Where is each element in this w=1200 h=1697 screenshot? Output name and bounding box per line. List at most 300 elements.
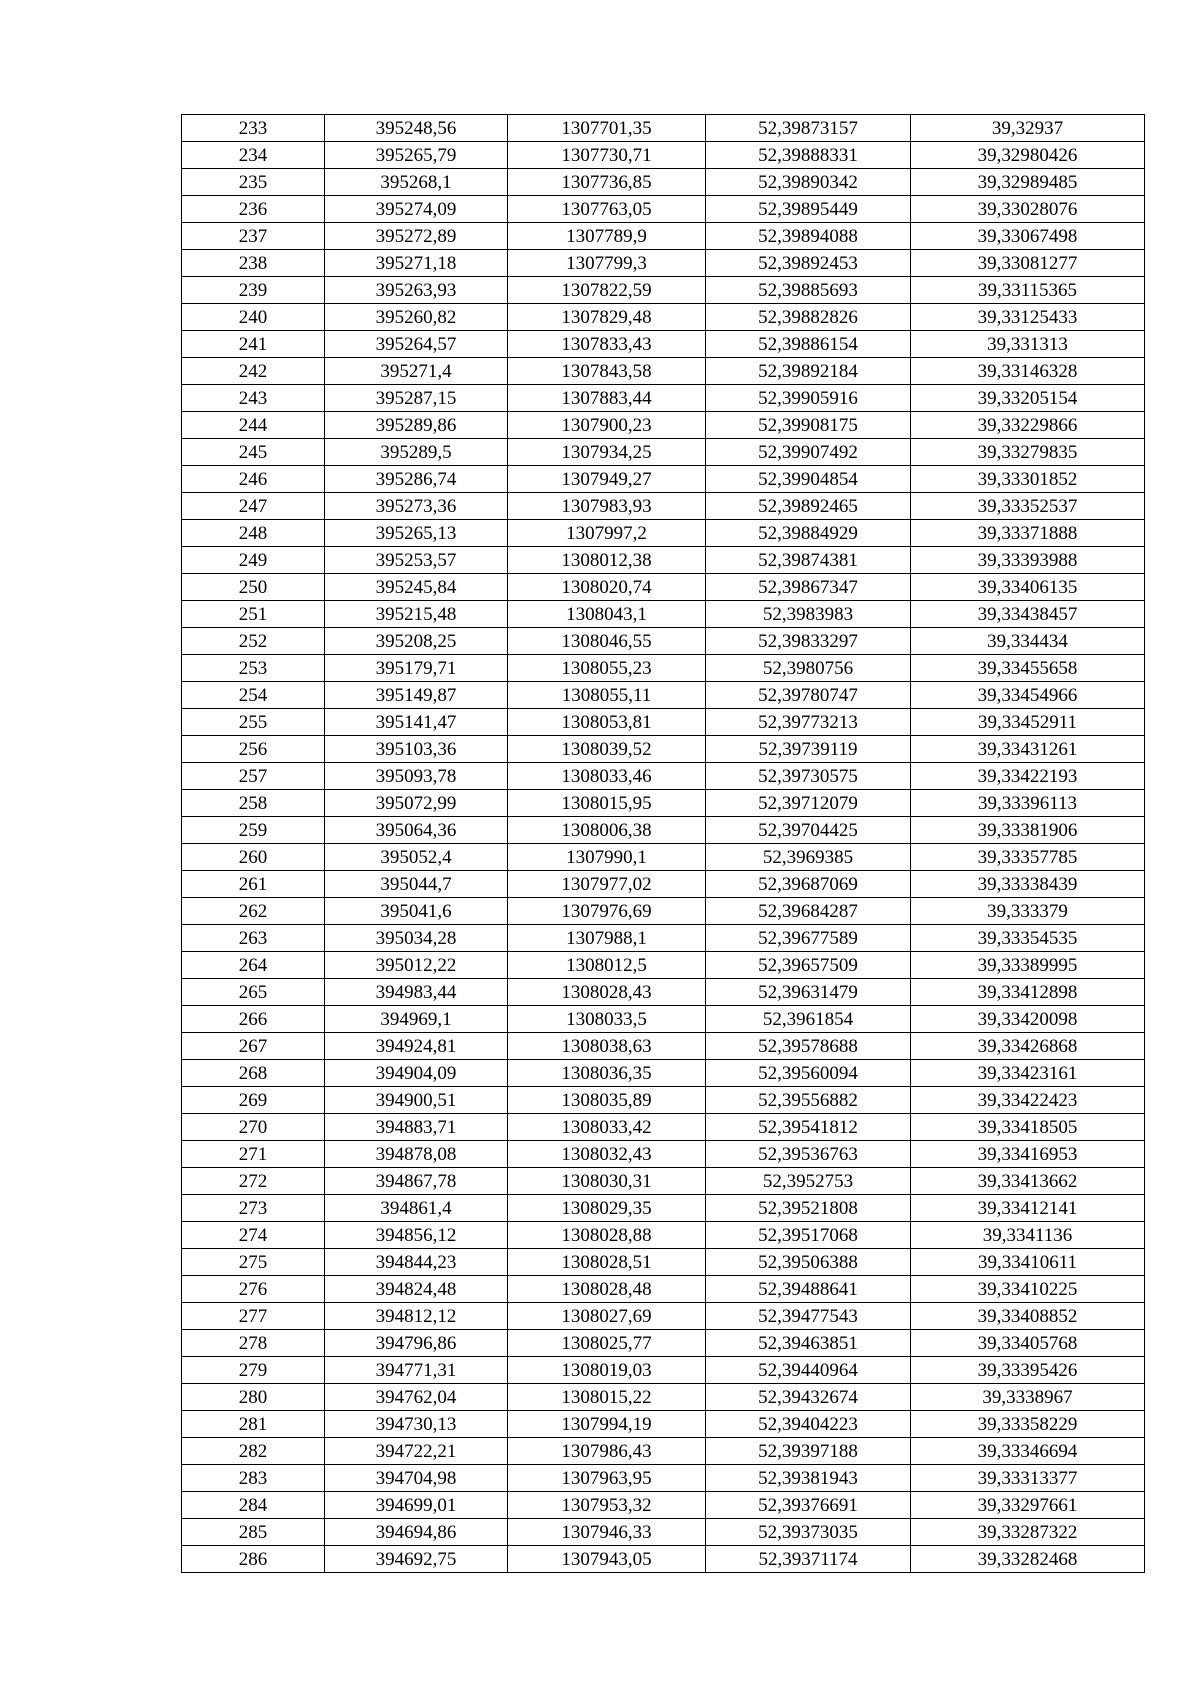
y-coordinate-cell: 1308035,89 [508, 1087, 706, 1114]
y-coordinate-cell: 1307990,1 [508, 844, 706, 871]
latitude-cell: 52,39874381 [706, 547, 911, 574]
point-number-cell: 251 [182, 601, 325, 628]
longitude-cell: 39,32989485 [911, 169, 1145, 196]
longitude-cell: 39,32980426 [911, 142, 1145, 169]
latitude-cell: 52,39477543 [706, 1303, 911, 1330]
latitude-cell: 52,39886154 [706, 331, 911, 358]
longitude-cell: 39,33146328 [911, 358, 1145, 385]
x-coordinate-cell: 394722,21 [325, 1438, 508, 1465]
point-number-cell: 281 [182, 1411, 325, 1438]
table-row [182, 304, 1145, 331]
table-row [182, 655, 1145, 682]
point-number-cell: 257 [182, 763, 325, 790]
table-row [182, 1492, 1145, 1519]
longitude-cell: 39,33081277 [911, 250, 1145, 277]
table-row [182, 682, 1145, 709]
y-coordinate-cell: 1308019,03 [508, 1357, 706, 1384]
longitude-cell: 39,33438457 [911, 601, 1145, 628]
point-number-cell: 256 [182, 736, 325, 763]
point-number-cell: 276 [182, 1276, 325, 1303]
latitude-cell: 52,39556882 [706, 1087, 911, 1114]
point-number-cell: 233 [182, 115, 325, 142]
x-coordinate-cell: 395141,47 [325, 709, 508, 736]
table-row [182, 736, 1145, 763]
x-coordinate-cell: 395272,89 [325, 223, 508, 250]
latitude-cell: 52,39432674 [706, 1384, 911, 1411]
table-row [182, 925, 1145, 952]
x-coordinate-cell: 395287,15 [325, 385, 508, 412]
table-row [182, 601, 1145, 628]
x-coordinate-cell: 395093,78 [325, 763, 508, 790]
latitude-cell: 52,39892184 [706, 358, 911, 385]
table-row [182, 817, 1145, 844]
x-coordinate-cell: 395052,4 [325, 844, 508, 871]
y-coordinate-cell: 1307883,44 [508, 385, 706, 412]
longitude-cell: 39,33431261 [911, 736, 1145, 763]
latitude-cell: 52,39578688 [706, 1033, 911, 1060]
longitude-cell: 39,33354535 [911, 925, 1145, 952]
y-coordinate-cell: 1307833,43 [508, 331, 706, 358]
x-coordinate-cell: 395208,25 [325, 628, 508, 655]
table-row [182, 1141, 1145, 1168]
latitude-cell: 52,39894088 [706, 223, 911, 250]
longitude-cell: 39,33357785 [911, 844, 1145, 871]
longitude-cell: 39,33301852 [911, 466, 1145, 493]
table-row [182, 709, 1145, 736]
table-row [182, 1384, 1145, 1411]
point-number-cell: 234 [182, 142, 325, 169]
y-coordinate-cell: 1308029,35 [508, 1195, 706, 1222]
x-coordinate-cell: 395268,1 [325, 169, 508, 196]
y-coordinate-cell: 1308036,35 [508, 1060, 706, 1087]
y-coordinate-cell: 1307946,33 [508, 1519, 706, 1546]
point-number-cell: 284 [182, 1492, 325, 1519]
y-coordinate-cell: 1307730,71 [508, 142, 706, 169]
x-coordinate-cell: 395245,84 [325, 574, 508, 601]
y-coordinate-cell: 1307997,2 [508, 520, 706, 547]
longitude-cell: 39,33297661 [911, 1492, 1145, 1519]
x-coordinate-cell: 394983,44 [325, 979, 508, 1006]
table-row [182, 277, 1145, 304]
table-row [182, 169, 1145, 196]
latitude-cell: 52,39404223 [706, 1411, 911, 1438]
longitude-cell: 39,33406135 [911, 574, 1145, 601]
y-coordinate-cell: 1307988,1 [508, 925, 706, 952]
table-row [182, 142, 1145, 169]
table-row [182, 520, 1145, 547]
latitude-cell: 52,39517068 [706, 1222, 911, 1249]
longitude-cell: 39,33393988 [911, 547, 1145, 574]
x-coordinate-cell: 394969,1 [325, 1006, 508, 1033]
point-number-cell: 270 [182, 1114, 325, 1141]
y-coordinate-cell: 1307949,27 [508, 466, 706, 493]
y-coordinate-cell: 1308028,88 [508, 1222, 706, 1249]
point-number-cell: 241 [182, 331, 325, 358]
y-coordinate-cell: 1308043,1 [508, 601, 706, 628]
x-coordinate-cell: 395263,93 [325, 277, 508, 304]
x-coordinate-cell: 394900,51 [325, 1087, 508, 1114]
longitude-cell: 39,33067498 [911, 223, 1145, 250]
table-row [182, 871, 1145, 898]
table-row [182, 1006, 1145, 1033]
coordinates-table [181, 114, 1145, 1573]
latitude-cell: 52,39884929 [706, 520, 911, 547]
point-number-cell: 279 [182, 1357, 325, 1384]
latitude-cell: 52,3952753 [706, 1168, 911, 1195]
latitude-cell: 52,39904854 [706, 466, 911, 493]
longitude-cell: 39,3341136 [911, 1222, 1145, 1249]
latitude-cell: 52,39536763 [706, 1141, 911, 1168]
point-number-cell: 262 [182, 898, 325, 925]
point-number-cell: 253 [182, 655, 325, 682]
y-coordinate-cell: 1308053,81 [508, 709, 706, 736]
y-coordinate-cell: 1308033,46 [508, 763, 706, 790]
x-coordinate-cell: 395044,7 [325, 871, 508, 898]
point-number-cell: 247 [182, 493, 325, 520]
point-number-cell: 259 [182, 817, 325, 844]
table-row [182, 898, 1145, 925]
point-number-cell: 278 [182, 1330, 325, 1357]
x-coordinate-cell: 395286,74 [325, 466, 508, 493]
latitude-cell: 52,39381943 [706, 1465, 911, 1492]
latitude-cell: 52,39440964 [706, 1357, 911, 1384]
longitude-cell: 39,3338967 [911, 1384, 1145, 1411]
x-coordinate-cell: 395103,36 [325, 736, 508, 763]
point-number-cell: 249 [182, 547, 325, 574]
latitude-cell: 52,39873157 [706, 115, 911, 142]
longitude-cell: 39,33396113 [911, 790, 1145, 817]
point-number-cell: 264 [182, 952, 325, 979]
point-number-cell: 244 [182, 412, 325, 439]
table-row [182, 1411, 1145, 1438]
x-coordinate-cell: 394694,86 [325, 1519, 508, 1546]
table-row [182, 547, 1145, 574]
table-row [182, 223, 1145, 250]
point-number-cell: 248 [182, 520, 325, 547]
y-coordinate-cell: 1307829,48 [508, 304, 706, 331]
y-coordinate-cell: 1308030,31 [508, 1168, 706, 1195]
longitude-cell: 39,331313 [911, 331, 1145, 358]
point-number-cell: 263 [182, 925, 325, 952]
x-coordinate-cell: 394692,75 [325, 1546, 508, 1573]
x-coordinate-cell: 394867,78 [325, 1168, 508, 1195]
point-number-cell: 275 [182, 1249, 325, 1276]
x-coordinate-cell: 395012,22 [325, 952, 508, 979]
longitude-cell: 39,33452911 [911, 709, 1145, 736]
table-row [182, 979, 1145, 1006]
longitude-cell: 39,33405768 [911, 1330, 1145, 1357]
latitude-cell: 52,39905916 [706, 385, 911, 412]
y-coordinate-cell: 1308006,38 [508, 817, 706, 844]
point-number-cell: 258 [182, 790, 325, 817]
latitude-cell: 52,3969385 [706, 844, 911, 871]
latitude-cell: 52,39687069 [706, 871, 911, 898]
point-number-cell: 238 [182, 250, 325, 277]
point-number-cell: 239 [182, 277, 325, 304]
x-coordinate-cell: 395271,18 [325, 250, 508, 277]
table-row [182, 493, 1145, 520]
latitude-cell: 52,39908175 [706, 412, 911, 439]
y-coordinate-cell: 1308039,52 [508, 736, 706, 763]
y-coordinate-cell: 1307934,25 [508, 439, 706, 466]
longitude-cell: 39,33313377 [911, 1465, 1145, 1492]
latitude-cell: 52,39541812 [706, 1114, 911, 1141]
x-coordinate-cell: 395248,56 [325, 115, 508, 142]
latitude-cell: 52,39773213 [706, 709, 911, 736]
point-number-cell: 285 [182, 1519, 325, 1546]
latitude-cell: 52,39907492 [706, 439, 911, 466]
x-coordinate-cell: 395271,4 [325, 358, 508, 385]
longitude-cell: 39,33416953 [911, 1141, 1145, 1168]
y-coordinate-cell: 1308027,69 [508, 1303, 706, 1330]
latitude-cell: 52,39890342 [706, 169, 911, 196]
longitude-cell: 39,33418505 [911, 1114, 1145, 1141]
longitude-cell: 39,33408852 [911, 1303, 1145, 1330]
table-row [182, 439, 1145, 466]
longitude-cell: 39,33420098 [911, 1006, 1145, 1033]
x-coordinate-cell: 394762,04 [325, 1384, 508, 1411]
longitude-cell: 39,33422423 [911, 1087, 1145, 1114]
x-coordinate-cell: 395265,79 [325, 142, 508, 169]
table-row [182, 331, 1145, 358]
latitude-cell: 52,39885693 [706, 277, 911, 304]
point-number-cell: 269 [182, 1087, 325, 1114]
point-number-cell: 250 [182, 574, 325, 601]
y-coordinate-cell: 1307822,59 [508, 277, 706, 304]
table-row [182, 466, 1145, 493]
longitude-cell: 39,33125433 [911, 304, 1145, 331]
latitude-cell: 52,39521808 [706, 1195, 911, 1222]
latitude-cell: 52,39892465 [706, 493, 911, 520]
point-number-cell: 235 [182, 169, 325, 196]
table-row [182, 412, 1145, 439]
y-coordinate-cell: 1307799,3 [508, 250, 706, 277]
x-coordinate-cell: 395289,5 [325, 439, 508, 466]
table-row [182, 1276, 1145, 1303]
x-coordinate-cell: 394904,09 [325, 1060, 508, 1087]
y-coordinate-cell: 1308028,51 [508, 1249, 706, 1276]
longitude-cell: 39,33422193 [911, 763, 1145, 790]
longitude-cell: 39,33352537 [911, 493, 1145, 520]
y-coordinate-cell: 1308033,42 [508, 1114, 706, 1141]
x-coordinate-cell: 395273,36 [325, 493, 508, 520]
longitude-cell: 39,33423161 [911, 1060, 1145, 1087]
table-row [182, 1222, 1145, 1249]
y-coordinate-cell: 1308012,5 [508, 952, 706, 979]
point-number-cell: 283 [182, 1465, 325, 1492]
y-coordinate-cell: 1308025,77 [508, 1330, 706, 1357]
latitude-cell: 52,39506388 [706, 1249, 911, 1276]
y-coordinate-cell: 1307963,95 [508, 1465, 706, 1492]
table-row [182, 763, 1145, 790]
y-coordinate-cell: 1308028,48 [508, 1276, 706, 1303]
y-coordinate-cell: 1307983,93 [508, 493, 706, 520]
longitude-cell: 39,33410225 [911, 1276, 1145, 1303]
point-number-cell: 272 [182, 1168, 325, 1195]
latitude-cell: 52,39730575 [706, 763, 911, 790]
latitude-cell: 52,39712079 [706, 790, 911, 817]
table-row [182, 1033, 1145, 1060]
longitude-cell: 39,33338439 [911, 871, 1145, 898]
coordinates-table-body [182, 115, 1145, 1573]
x-coordinate-cell: 394924,81 [325, 1033, 508, 1060]
longitude-cell: 39,33028076 [911, 196, 1145, 223]
longitude-cell: 39,33287322 [911, 1519, 1145, 1546]
longitude-cell: 39,33282468 [911, 1546, 1145, 1573]
y-coordinate-cell: 1307943,05 [508, 1546, 706, 1573]
longitude-cell: 39,33412141 [911, 1195, 1145, 1222]
y-coordinate-cell: 1308032,43 [508, 1141, 706, 1168]
x-coordinate-cell: 394861,4 [325, 1195, 508, 1222]
latitude-cell: 52,39888331 [706, 142, 911, 169]
point-number-cell: 268 [182, 1060, 325, 1087]
table-row [182, 1168, 1145, 1195]
y-coordinate-cell: 1307843,58 [508, 358, 706, 385]
y-coordinate-cell: 1308028,43 [508, 979, 706, 1006]
latitude-cell: 52,39373035 [706, 1519, 911, 1546]
y-coordinate-cell: 1308015,95 [508, 790, 706, 817]
table-row [182, 1249, 1145, 1276]
y-coordinate-cell: 1307789,9 [508, 223, 706, 250]
x-coordinate-cell: 394704,98 [325, 1465, 508, 1492]
longitude-cell: 39,33115365 [911, 277, 1145, 304]
point-number-cell: 240 [182, 304, 325, 331]
point-number-cell: 273 [182, 1195, 325, 1222]
point-number-cell: 242 [182, 358, 325, 385]
table-row [182, 952, 1145, 979]
x-coordinate-cell: 394730,13 [325, 1411, 508, 1438]
latitude-cell: 52,39684287 [706, 898, 911, 925]
latitude-cell: 52,3983983 [706, 601, 911, 628]
point-number-cell: 277 [182, 1303, 325, 1330]
x-coordinate-cell: 395265,13 [325, 520, 508, 547]
point-number-cell: 286 [182, 1546, 325, 1573]
x-coordinate-cell: 395064,36 [325, 817, 508, 844]
x-coordinate-cell: 394824,48 [325, 1276, 508, 1303]
table-row [182, 628, 1145, 655]
latitude-cell: 52,39371174 [706, 1546, 911, 1573]
y-coordinate-cell: 1307900,23 [508, 412, 706, 439]
table-row [182, 1060, 1145, 1087]
y-coordinate-cell: 1308055,11 [508, 682, 706, 709]
table-row [182, 1330, 1145, 1357]
latitude-cell: 52,39397188 [706, 1438, 911, 1465]
x-coordinate-cell: 395289,86 [325, 412, 508, 439]
latitude-cell: 52,39780747 [706, 682, 911, 709]
latitude-cell: 52,39882826 [706, 304, 911, 331]
latitude-cell: 52,39867347 [706, 574, 911, 601]
table-row [182, 115, 1145, 142]
table-row [182, 1438, 1145, 1465]
y-coordinate-cell: 1308033,5 [508, 1006, 706, 1033]
latitude-cell: 52,3961854 [706, 1006, 911, 1033]
table-row [182, 196, 1145, 223]
longitude-cell: 39,33426868 [911, 1033, 1145, 1060]
table-row [182, 574, 1145, 601]
table-row [182, 1195, 1145, 1222]
longitude-cell: 39,33410611 [911, 1249, 1145, 1276]
longitude-cell: 39,333379 [911, 898, 1145, 925]
latitude-cell: 52,3980756 [706, 655, 911, 682]
point-number-cell: 265 [182, 979, 325, 1006]
point-number-cell: 245 [182, 439, 325, 466]
x-coordinate-cell: 395274,09 [325, 196, 508, 223]
table-row [182, 790, 1145, 817]
x-coordinate-cell: 395072,99 [325, 790, 508, 817]
point-number-cell: 260 [182, 844, 325, 871]
x-coordinate-cell: 395253,57 [325, 547, 508, 574]
table-row [182, 1087, 1145, 1114]
y-coordinate-cell: 1308038,63 [508, 1033, 706, 1060]
x-coordinate-cell: 395149,87 [325, 682, 508, 709]
longitude-cell: 39,33205154 [911, 385, 1145, 412]
table-row [182, 1546, 1145, 1573]
latitude-cell: 52,39657509 [706, 952, 911, 979]
longitude-cell: 39,33454966 [911, 682, 1145, 709]
latitude-cell: 52,39895449 [706, 196, 911, 223]
table-row [182, 844, 1145, 871]
point-number-cell: 236 [182, 196, 325, 223]
point-number-cell: 266 [182, 1006, 325, 1033]
longitude-cell: 39,33412898 [911, 979, 1145, 1006]
longitude-cell: 39,33279835 [911, 439, 1145, 466]
y-coordinate-cell: 1308012,38 [508, 547, 706, 574]
x-coordinate-cell: 395034,28 [325, 925, 508, 952]
y-coordinate-cell: 1308046,55 [508, 628, 706, 655]
table-row [182, 1519, 1145, 1546]
point-number-cell: 254 [182, 682, 325, 709]
longitude-cell: 39,33371888 [911, 520, 1145, 547]
y-coordinate-cell: 1307994,19 [508, 1411, 706, 1438]
longitude-cell: 39,33395426 [911, 1357, 1145, 1384]
y-coordinate-cell: 1308055,23 [508, 655, 706, 682]
longitude-cell: 39,33358229 [911, 1411, 1145, 1438]
y-coordinate-cell: 1307953,32 [508, 1492, 706, 1519]
point-number-cell: 274 [182, 1222, 325, 1249]
latitude-cell: 52,39677589 [706, 925, 911, 952]
point-number-cell: 280 [182, 1384, 325, 1411]
x-coordinate-cell: 394844,23 [325, 1249, 508, 1276]
x-coordinate-cell: 395179,71 [325, 655, 508, 682]
table-row [182, 1303, 1145, 1330]
x-coordinate-cell: 395260,82 [325, 304, 508, 331]
table-row [182, 250, 1145, 277]
y-coordinate-cell: 1307763,05 [508, 196, 706, 223]
x-coordinate-cell: 394883,71 [325, 1114, 508, 1141]
point-number-cell: 282 [182, 1438, 325, 1465]
table-row [182, 1465, 1145, 1492]
point-number-cell: 246 [182, 466, 325, 493]
x-coordinate-cell: 395041,6 [325, 898, 508, 925]
latitude-cell: 52,39631479 [706, 979, 911, 1006]
y-coordinate-cell: 1307976,69 [508, 898, 706, 925]
longitude-cell: 39,33455658 [911, 655, 1145, 682]
point-number-cell: 237 [182, 223, 325, 250]
point-number-cell: 255 [182, 709, 325, 736]
x-coordinate-cell: 394878,08 [325, 1141, 508, 1168]
longitude-cell: 39,33229866 [911, 412, 1145, 439]
table-row [182, 1114, 1145, 1141]
longitude-cell: 39,334434 [911, 628, 1145, 655]
point-number-cell: 267 [182, 1033, 325, 1060]
latitude-cell: 52,39892453 [706, 250, 911, 277]
x-coordinate-cell: 395264,57 [325, 331, 508, 358]
longitude-cell: 39,33381906 [911, 817, 1145, 844]
latitude-cell: 52,39833297 [706, 628, 911, 655]
table-row [182, 358, 1145, 385]
latitude-cell: 52,39488641 [706, 1276, 911, 1303]
latitude-cell: 52,39739119 [706, 736, 911, 763]
